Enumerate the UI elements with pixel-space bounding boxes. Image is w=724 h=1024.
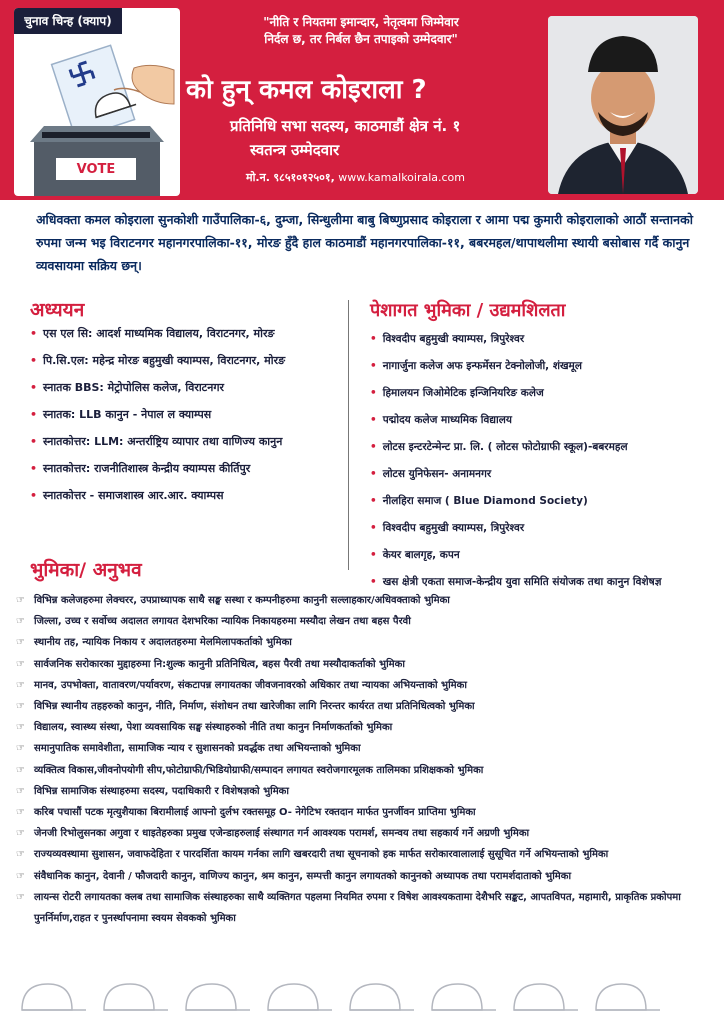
hand-pointer-icon: ☞ — [16, 658, 25, 670]
professional-heading: पेशागत भुमिका / उद्यमशिलता — [370, 300, 566, 321]
cap-icon — [104, 984, 168, 1010]
quote-line-2: निर्दल छ, तर निर्बल छैन तपाइको उम्मेदवार" — [264, 32, 458, 46]
list-item: ☞ व्यक्तित्व विकास,जीवनोपयोगी सीप,फोटोग्राफी/भिडियोग्राफी/सम्पादन लगायत स्वरोजगारमूलक तालिमका प्रशिक्षकको भुमिका — [16, 760, 716, 781]
list-item: • स्नातकोत्तर: राजनीतिशास्त्र केन्द्रीय क्याम्पस कीर्तिपुर — [30, 462, 251, 475]
hand-pointer-icon: ☞ — [16, 616, 25, 628]
cap-row-decoration — [0, 970, 724, 1024]
hand-pointer-icon: ☞ — [16, 807, 25, 819]
cap-icon — [432, 984, 496, 1010]
list-item: • नागार्जुना कलेज अफ इन्फर्मेसन टेक्नोलोजी, शंखमूल — [370, 360, 582, 372]
portrait-icon — [548, 16, 698, 194]
list-item: ☞ जेनजी रिभोलुसनका अगुवा र धाइतेहरुका प्रमुख एजेन्डाहरुलाई संस्थागत गर्न आवश्यक परामर्श, समन्वय तथा सहकार्य गर्ने अग्रणी भुमिका — [16, 823, 716, 844]
list-item: • स्नातकोत्तर: LLM: अन्तर्राष्ट्रिय व्यापार तथा वाणिज्य कानुन — [30, 435, 283, 448]
hand-pointer-icon: ☞ — [16, 828, 25, 840]
candidate-photo — [548, 16, 698, 194]
experience-heading: भुमिका/ अनुभव — [30, 559, 142, 581]
election-symbol-box — [14, 8, 180, 196]
hand-pointer-icon: ☞ — [16, 870, 25, 882]
list-item: • केयर बालगृह, कपन — [370, 549, 460, 561]
hand-pointer-icon: ☞ — [16, 595, 25, 606]
hand-pointer-icon: ☞ — [16, 637, 25, 649]
website-link[interactable]: www.kamalkoirala.com — [338, 171, 466, 184]
experience-list — [16, 590, 716, 929]
candidate-type: स्वतन्त्र उम्मेदवार — [250, 141, 340, 159]
hand-pointer-icon: ☞ — [16, 701, 25, 713]
list-item: ☞ मानव, उपभोक्ता, वातावरण/पर्यावरण, संकटापन्न लगायतका जीवजनावरको अधिकार तथा न्यायका अभियन्ताको भुमिका — [16, 675, 716, 696]
phone-label: मो.न. — [246, 171, 270, 184]
list-item: • नीलहिरा समाज ( Blue Diamond Society) — [370, 495, 588, 507]
cap-icon — [22, 984, 86, 1010]
list-item: • स्नातकोत्तर - समाजशास्त्र आर.आर. क्याम्पस — [30, 489, 224, 502]
list-item: • स्नातक: LLB कानुन - नेपाल ल क्याम्पस — [30, 408, 212, 421]
phone-number: ९८५१०१२५०१, — [273, 171, 335, 184]
list-item: • विश्वदीप बहुमुखी क्याम्पस, त्रिपुरेश्वर — [370, 333, 525, 345]
list-item: ☞ विद्यालय, स्वास्थ्य संस्था, पेशा व्यवसायिक सङ्घ संस्थाहरुको नीति तथा कानुन निर्माणकर्ताको भुमिका — [16, 717, 716, 738]
list-item: ☞ विभिन्न कलेजहरुमा लेक्चरर, उपप्राध्यापक साथै सङ्घ सस्था र कम्पनीहरुमा कानुनी सल्लाहकार/अधिवक्ताको भुमिका — [16, 590, 716, 611]
cap-icon — [514, 984, 578, 1010]
hand-pointer-icon: ☞ — [16, 891, 25, 903]
cap-icon — [268, 984, 332, 1010]
hand-pointer-icon: ☞ — [16, 764, 25, 776]
list-item: • हिमालयन जिओमेटिक इन्जिनियरिङ कलेज — [370, 387, 544, 399]
ballot-label: VOTE — [76, 162, 116, 177]
education-heading: अध्ययन — [30, 299, 85, 321]
education-list — [30, 320, 348, 509]
quote-line-1: "नीति र नियतमा इमान्दार, नेतृत्वमा जिम्मेवार — [263, 15, 459, 29]
contact-line — [246, 170, 465, 185]
list-item: ☞ समानुपातिक समावेशीता, सामाजिक न्याय र सुशासनको प्रवर्द्धक तथा अभियन्ताको भुमिका — [16, 738, 716, 759]
list-item: • पि.सि.एल: महेन्द्र मोरङ बहुमुखी क्याम्पस, विराटनगर, मोरङ — [30, 354, 286, 367]
slogan-quote — [186, 14, 536, 48]
list-item: ☞ संवैधानिक कानुन, देवानी / फौजदारी कानुन, वाणिज्य कानुन, श्रम कानुन, सम्पत्ती कानुन लगायतको कानुनको अध्यापक तथा परामर्शदाताको भुमिका — [16, 866, 716, 887]
professional-list — [370, 326, 716, 596]
hand-pointer-icon: ☞ — [16, 679, 25, 691]
candidate-position: प्रतिनिधि सभा सदस्य, काठमाडौं क्षेत्र नं. १ — [230, 117, 461, 135]
hand-pointer-icon: ☞ — [16, 722, 25, 734]
list-item: ☞ सार्वजनिक सरोकारका मुद्दाहरुमा नि:शुल्क कानुनी प्रतिनिधित्व, बहस पैरवी तथा मस्यौदाकर्ताको भुमिका — [16, 654, 716, 675]
intro-paragraph: अधिवक्ता कमल कोइराला सुनकोशी गाउँपालिका-६, दुम्जा, सिन्धुलीमा बाबु बिष्णुप्रसाद कोइराला र आमा पद्म कुमारी कोइरालाको आठौं सन्तानको रुपमा जन्म भइ विराटनगर महानगरपालिका-११, मोरङ हुँदै हाल काठमाडौं महानगरपालिका-११, बबरमहल/थापाथलीमा स्थायी बसोबास गर्दै कानुन व्यवसायमा सक्रिय छन्। — [36, 212, 693, 273]
list-item: • विश्वदीप बहुमुखी क्याम्पस, त्रिपुरेश्वर — [370, 522, 525, 534]
list-item: ☞ स्थानीय तह, न्यायिक निकाय र अदालतहरुमा मेलमिलापकर्ताको भुमिका — [16, 632, 716, 653]
hand-pointer-icon: ☞ — [16, 849, 25, 861]
list-item: ☞ करिब पचासौं पटक मृत्युशैयाका बिरामीलाई आफ्नो दुर्लभ रक्तसमूह O- नेगेटिभ रक्तदान मार्फत पुनर्जीवन प्राप्तिमा भुमिका — [16, 802, 716, 823]
list-item: • एस एल सि: आदर्श माध्यमिक विद्यालय, विराटनगर, मोरङ — [30, 327, 275, 340]
list-item: ☞ जिल्ला, उच्च र सर्वोच्च अदालत लगायत देशभरिका न्यायिक निकायहरुमा मस्यौदा लेखन तथा बहस पैरवी — [16, 611, 716, 632]
cap-icon — [350, 984, 414, 1010]
cap-icon — [186, 984, 250, 1010]
list-item: ☞ राज्यव्यवस्थामा सुशासन, जवाफदेहिता र पारदर्शिता कायम गर्नका लागि खबरदारी तथा सूचनाको हक मार्फत सरोकारवालालाई सुसूचित गर्ने अभियन्ताको भुमिका — [16, 844, 716, 865]
page-title: को हुन् कमल कोइराला ? — [186, 75, 427, 105]
list-item: • स्नातक BBS: मेट्रोपोलिस कलेज, विराटनगर — [30, 381, 225, 394]
symbol-label: चुनाव चिन्ह (क्याप) — [14, 8, 122, 34]
cap-icon — [596, 984, 660, 1010]
header-banner — [0, 0, 724, 200]
list-item: • लोटस युनिफेसन- अनामनगर — [370, 468, 492, 480]
list-item: • पद्मोदय कलेज माध्यमिक विद्यालय — [370, 414, 512, 426]
hand-pointer-icon: ☞ — [16, 785, 25, 797]
column-divider — [348, 300, 349, 570]
hand-pointer-icon: ☞ — [16, 743, 25, 755]
list-item: • लोटस इन्टरटेन्मेन्ट प्रा. लि. ( लोटस फोटोग्राफी स्कूल)-बबरमहल — [370, 441, 628, 453]
list-item: ☞ विभिन्न सामाजिक संस्थाहरुमा सदस्य, पदाधिकारी र विशेषज्ञको भुमिका — [16, 781, 716, 802]
list-item: ☞ विभिन्न स्थानीय तहहरुको कानुन, नीति, निर्माण, संशोधन तथा खारेजीका लागि निरन्तर कार्यरत तथा प्रतिनिधित्वको भुमिका — [16, 696, 716, 717]
list-item: • खस क्षेत्री एकता समाज-केन्द्रीय युवा समिति संयोजक तथा कानुन विशेषज्ञ — [370, 576, 662, 588]
list-item: ☞ लायन्स रोटरी लगायतका क्लब तथा सामाजिक संस्थाहरुका साथै व्यक्तिगत पहलमा नियमित रुपमा र विषेश आवश्यकतामा देशैभरि सङ्कट, आपतविपत, महामारी, प्राकृतिक प्रकोपमा पुनर्निर्माण,राहत र पुनर्स्थापनामा स्वयम सेवकको भुमिका — [16, 887, 716, 929]
